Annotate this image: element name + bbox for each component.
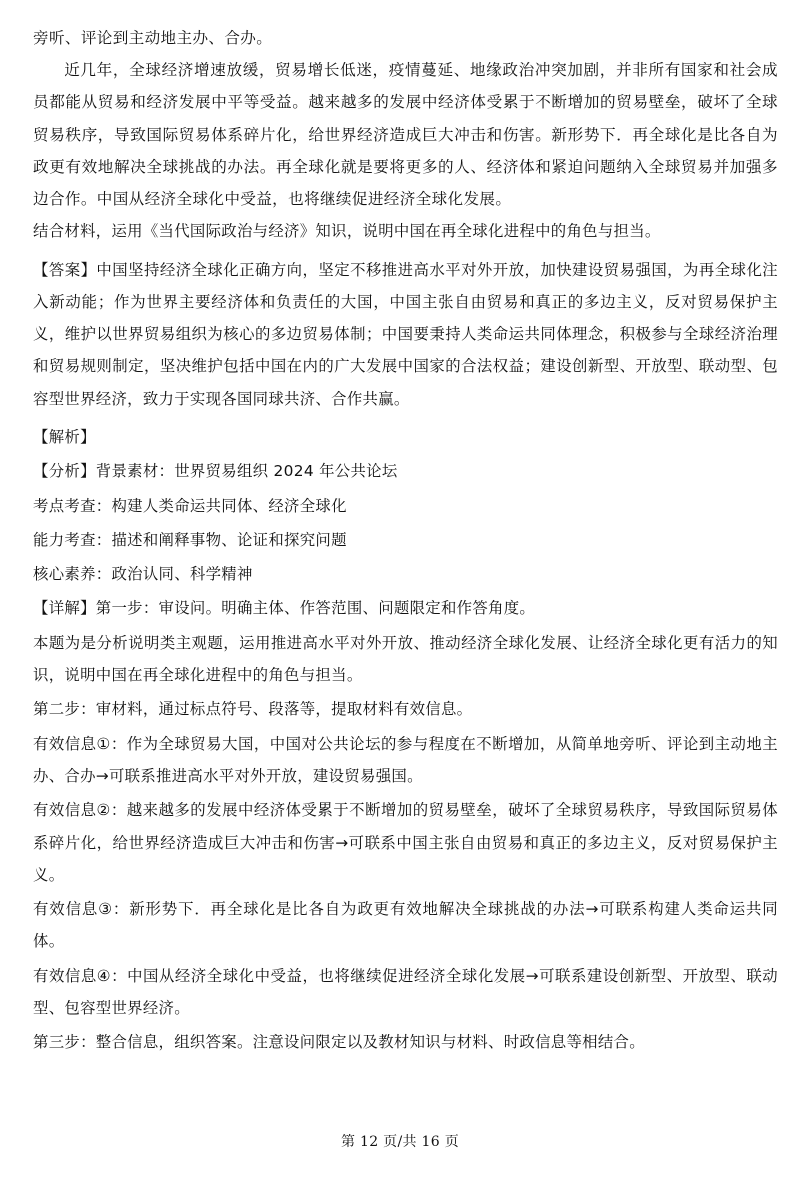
answer-text: 【答案】中国坚持经济全球化正确方向，坚定不移推进高水平对外开放，加快建设贸易强国，为再全球化注入新动能；作为世界主要经济体和负责任的大国，中国主张自由贸易和真正的多边主义，反对贸易保护主义，维护以世界贸易组织为核心的多边贸易体制；中国要秉持人类命运共同体理念，积极参与全球经济治理和贸易规则制定，坚决维护包括中国在内的广大发展中国家的合法权益；建设创新型、开放型、联动型、包容型世界经济，致力于实现各国同球共济、合作共赢。 bbox=[33, 260, 778, 408]
effective-info-1: 有效信息①：作为全球贸易大国，中国对公共论坛的参与程度在不断增加，从简单地旁听、评论到主动地主办、合办→可联系推进高水平对外开放，建设贸易强国。 bbox=[33, 734, 778, 785]
detail-step1: 【详解】第一步：审设问。明确主体、作答范围、问题限定和作答角度。 bbox=[33, 599, 536, 618]
effective-info-3: 有效信息③：新形势下．再全球化是比各自为政更有效地解决全球挑战的办法→可联系构建人类命运共同体。 bbox=[33, 900, 778, 951]
analysis-nengli: 能力考查：描述和阐释事物、论证和探究问题 bbox=[33, 530, 347, 549]
effective-info-4: 有效信息④：中国从经济全球化中受益，也将继续促进经济全球化发展→可联系建设创新型、开放型、联动型、包容型世界经济。 bbox=[33, 966, 778, 1018]
analysis-kaodian: 考点考查：构建人类命运共同体、经济全球化 bbox=[33, 496, 347, 515]
analysis-heading: 【解析】 bbox=[33, 428, 96, 446]
document-page bbox=[33, 22, 778, 1059]
detail-text: 本题为是分析说明类主观题，运用推进高水平对外开放、推动经济全球化发展、让经济全球化更有活力的知识，说明中国在再全球化进程中的角色与担当。 bbox=[33, 633, 778, 685]
effective-info-2: 有效信息②：越来越多的发展中经济体受累于不断增加的贸易壁垒，破坏了全球贸易秩序，导致国际贸易体系碎片化，给世界经济造成巨大冲击和伤害→可联系中国主张自由贸易和真正的多边主义，反对贸易保护主义。 bbox=[33, 801, 778, 884]
material-paragraph: 近几年，全球经济增速放缓，贸易增长低迷，疫情蔓延、地缘政治冲突加剧，并非所有国家和社会成员都能从贸易和经济发展中平等受益。越来越多的发展中经济体受累于不断增加的贸易壁垒，破坏了全球贸易秩序，导致国际贸易体系碎片化，给世界经济造成巨大冲击和伤害。新形势下．再全球化是比各自为政更有效地解决全球挑战的办法。再全球化就是要将更多的人、经济体和紧迫问题纳入全球贸易并加强多边合作。中国从经济全球化中受益，也将继续促进经济全球化发展。 bbox=[33, 61, 778, 209]
material-line-top: 旁听、评论到主动地主办、合办。 bbox=[33, 29, 273, 47]
step2-text: 第二步：审材料，通过标点符号、段落等，提取材料有效信息。 bbox=[33, 700, 473, 719]
step3-text: 第三步：整合信息，组织答案。注意设问限定以及教材知识与材料、时政信息等相结合。 bbox=[33, 1033, 645, 1052]
page-number: 第 12 页/共 16 页 bbox=[340, 1134, 460, 1150]
question-text: 结合材料，运用《当代国际政治与经济》知识，说明中国在再全球化进程中的角色与担当。 bbox=[33, 222, 661, 241]
analysis-hexin: 核心素养：政治认同、科学精神 bbox=[33, 565, 253, 584]
analysis-background: 【分析】背景素材：世界贸易组织 2024 年公共论坛 bbox=[33, 462, 398, 481]
